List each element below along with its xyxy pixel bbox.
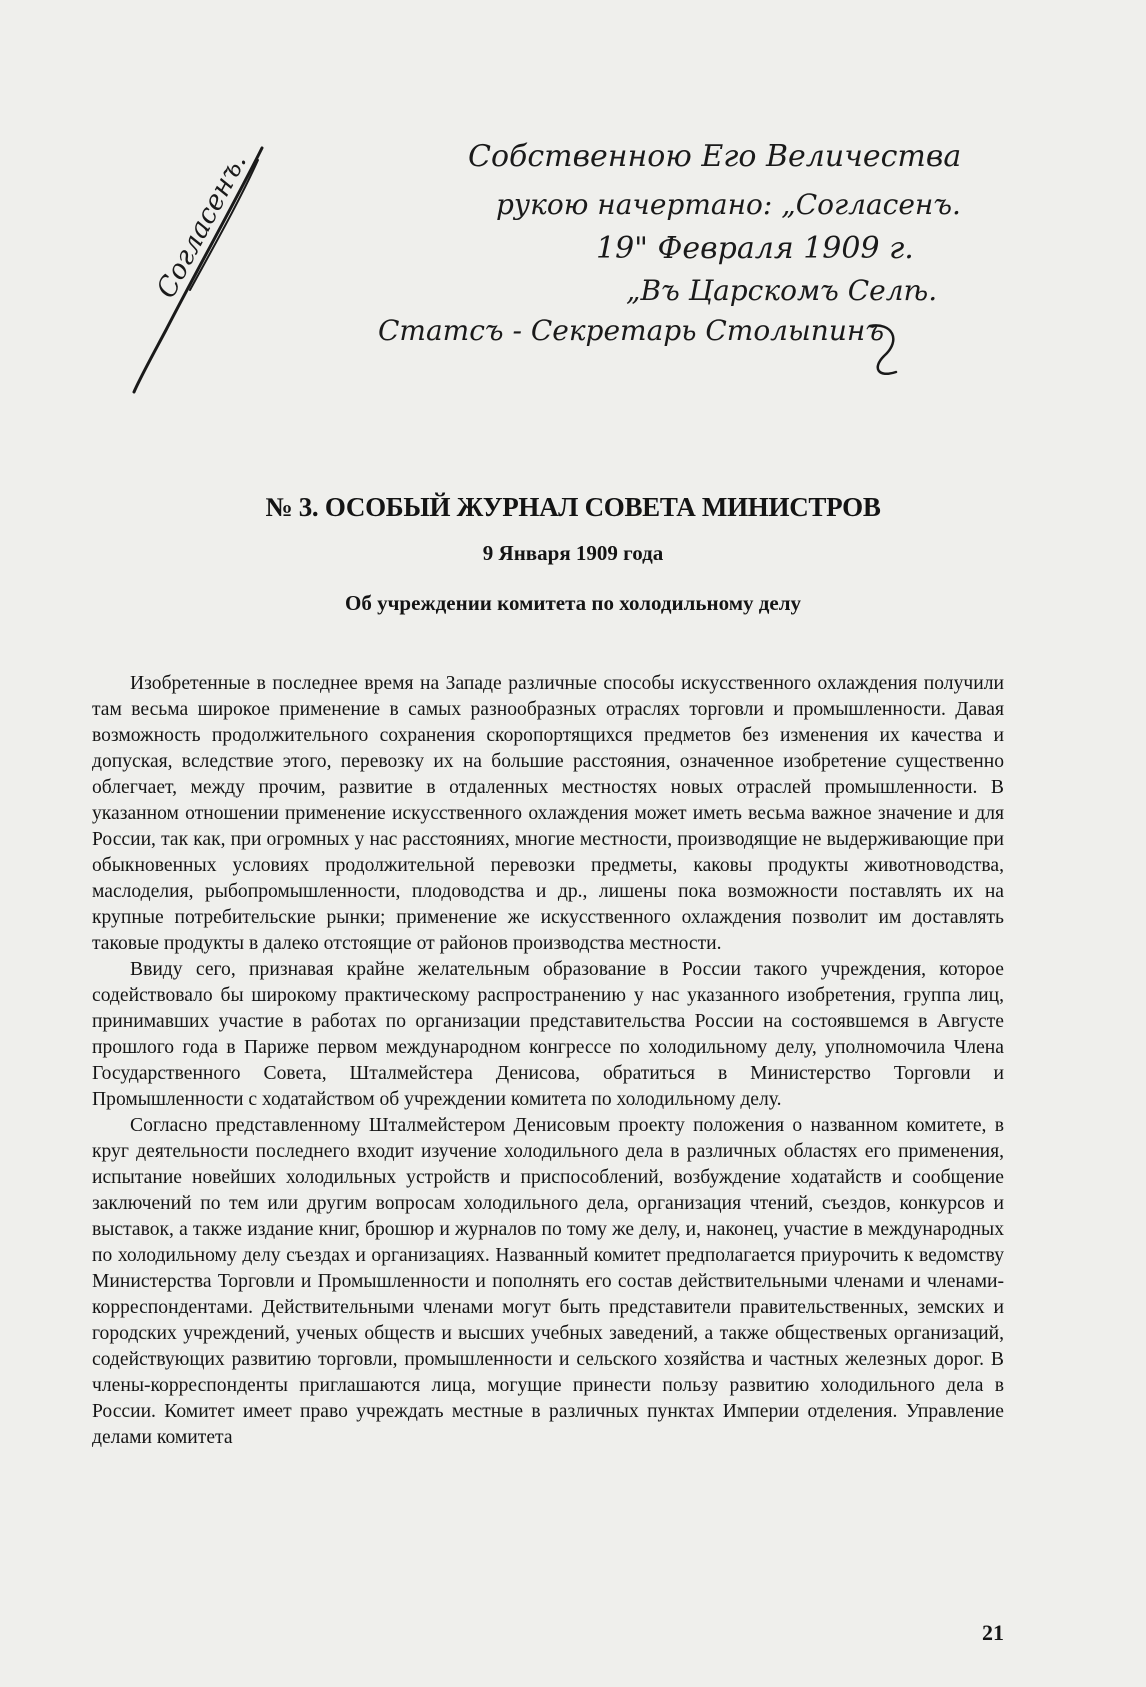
resolution-line-2: рукою начертано: „Согласенъ. bbox=[496, 188, 961, 221]
document-body bbox=[92, 671, 1004, 1451]
margin-approval-note: Согласенъ. bbox=[150, 148, 253, 304]
approval-pen-stroke bbox=[134, 148, 262, 392]
document-title: № 3. ОСОБЫЙ ЖУРНАЛ СОВЕТА МИНИСТРОВ bbox=[265, 492, 881, 522]
paragraph: Изобретенные в последнее время на Западе различные способы искусственного охлаждения получили там весьма широкое применение в самых разнообразных отраслях торговли и промышленности. Давая возможность продолжительного сохранения скоропортящихся предметов без изменения их качества и допуская, вследствие этого, перевозку их на большие расстояния, означенное изобретение существенно облегчает, между прочим, развитие в отдаленных местностях новых отраслей промышленности. В указанном отношении применение искусственного охлаждения может иметь весьма важное значение и для России, так как, при огромных у нас расстояниях, многие местности, производящие не выдерживающие при обыкновенных условиях продолжительной перевозки предметы, каковы продукты животноводства, маслоделия, рыбопромышленности, плодоводства и др., лишены пока возможности поставлять их на крупные потребительские рынки; применение же искусственного охлаждения позволит им доставлять таковые продукты в далеко отстоящие от районов производства местности. bbox=[92, 673, 1004, 954]
document-date: 9 Января 1909 года bbox=[482, 541, 664, 565]
page-number: 21 bbox=[982, 1620, 1004, 1645]
document-subtitle: Об учреждении комитета по холодильному делу bbox=[345, 591, 801, 615]
paragraph: Согласно представленному Шталмейстером Денисовым проекту положения о названном комитете, в круг деятельности последнего входит изучение холодильного дела в различных областях его применения, испытание новейших холодильных устройств и приспособлений, возбуждение ходатайств и сообщение заключений по тем или другим вопросам холодильного дела, организация чтений, съездов, конкурсов и выставок, а также издание книг, брошюр и журналов по тому же делу, и, наконец, участие в международных по холодильному делу съездах и организациях. Названный комитет предполагается приурочить к ведомству Министерства Торговли и Промышленности и пополнять его состав действительными членами и членами-корреспондентами. Действительными членами могут быть представители правительственных, земских и городских учреждений, ученых обществ и высших учебных заведений, а также общественых организаций, содействующих развитию торговли, промышленности и сельского хозяйства и частных железных дорог. В члены-корреспонденты приглашаются лица, могущие принести пользу развитию холодильного дела в России. Комитет имеет право учреждать местные в различных пунктах Империи отделения. Управление делами комитета bbox=[92, 1115, 1004, 1448]
resolution-line-4: „Въ Царскомъ Селѣ. bbox=[626, 274, 938, 307]
resolution-line-3: 19" Февраля 1909 г. bbox=[596, 231, 914, 266]
resolution-signature: Статсъ - Секретарь Столыпинъ bbox=[378, 314, 884, 347]
resolution-line-1: Собственною Его Величества bbox=[468, 139, 962, 174]
paragraph: Ввиду сего, признавая крайне желательным образование в России такого учреждения, которое содействовало бы широкому практическому распространению у нас указанного изобретения, группа лиц, принимавших участие в работах по организации представительства России на состоявшемся в Августе прошлого года в Париже первом международном конгрессе по холодильному делу, уполномочила Члена Государственного Совета, Шталмейстера Денисова, обратиться в Министерство Торговли и Промышленности с ходатайством об учреждении комитета по холодильному делу. bbox=[92, 959, 1004, 1110]
handwritten-resolution bbox=[0, 0, 1146, 520]
